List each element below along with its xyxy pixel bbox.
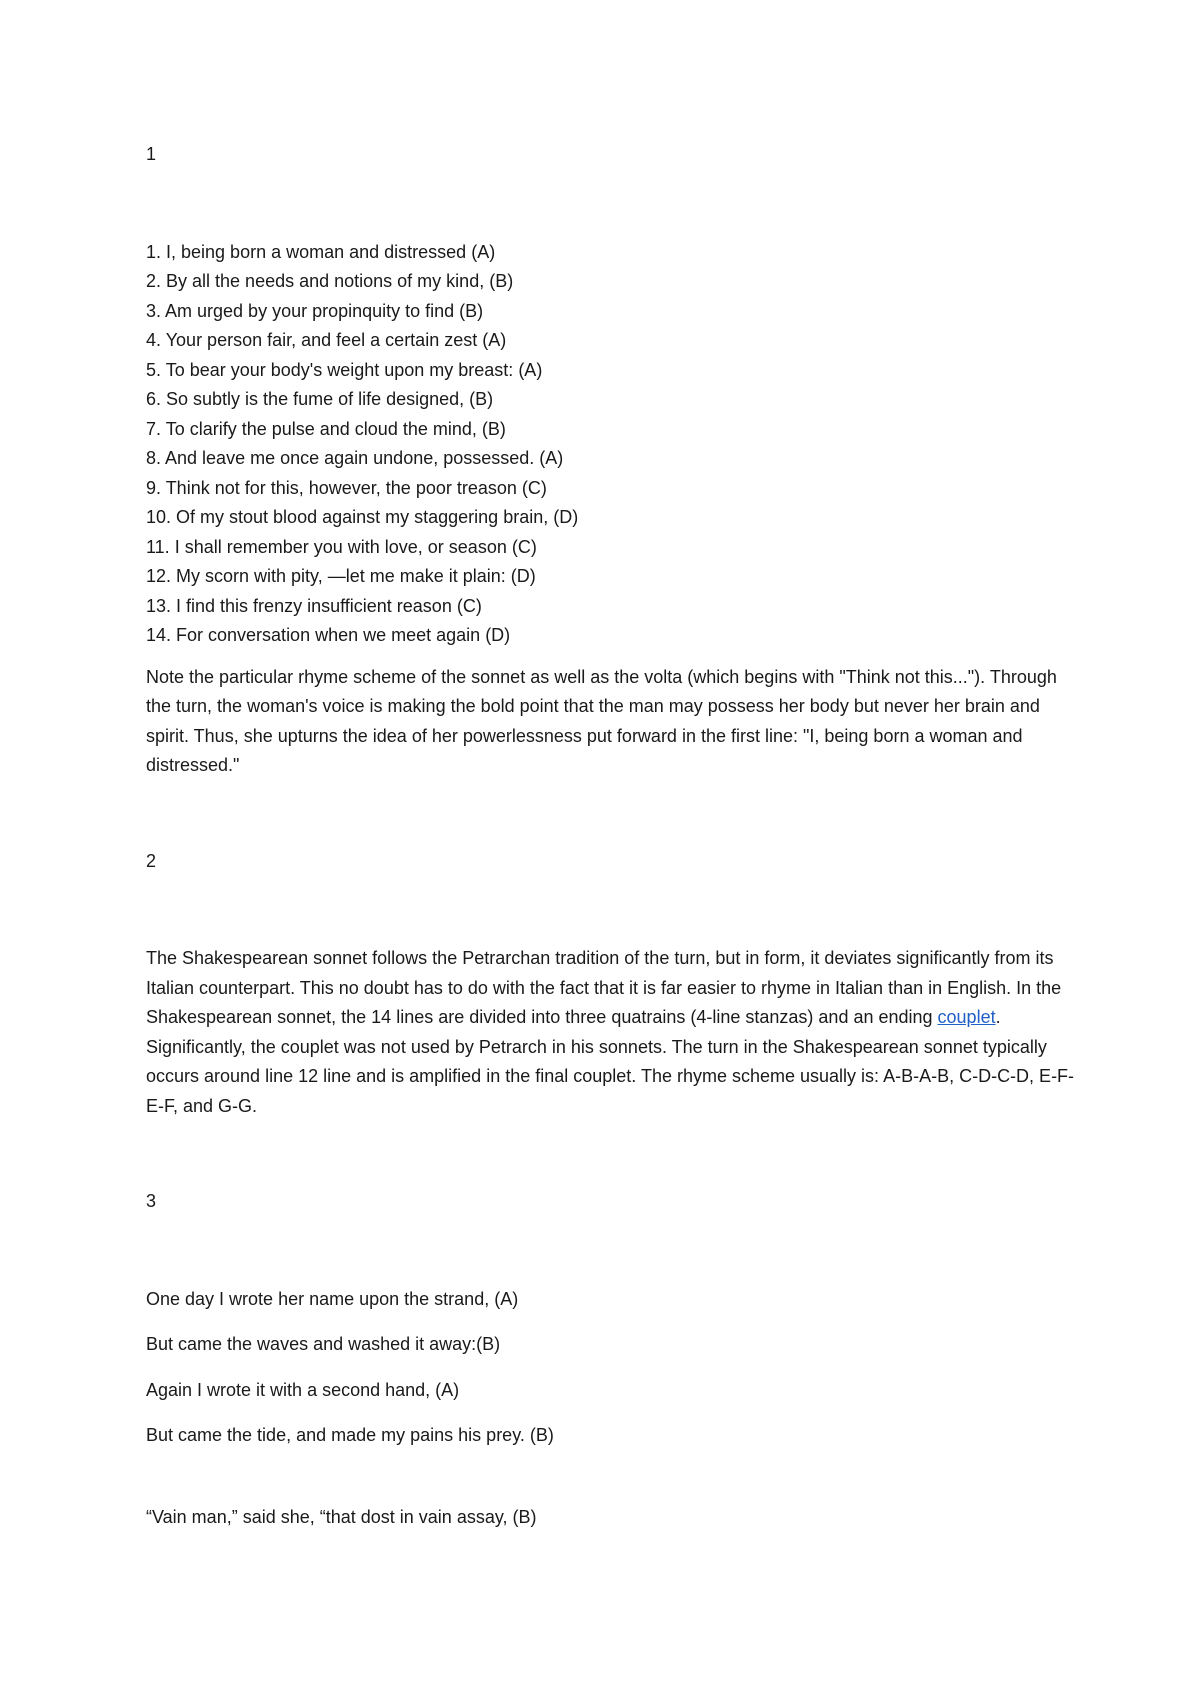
poem-line: 6. So subtly is the fume of life designed, (B) <box>146 389 494 409</box>
poem-line: But came the waves and washed it away:(B) <box>146 1334 501 1354</box>
poem-line: 9. Think not for this, however, the poor treason (C) <box>146 477 547 498</box>
analysis-paragraph: Note the particular rhyme scheme of the sonnet as well as the volta (which begins with "Think not this..."). Through the turn, the woman's voice is making the bold point that the man may possess her body but never her brain and spirit. Thus, she upturns the idea of her powerlessness put forward in the first line: "I, being born a woman and distressed." <box>146 666 1057 775</box>
shakespearean-sonnet-paragraph <box>146 944 1086 1121</box>
document-content <box>146 140 1086 1548</box>
poem-line: “Vain man,” said she, “that dost in vain assay, (B) <box>146 1506 537 1527</box>
couplet-link[interactable]: couplet <box>937 1007 996 1027</box>
poem-line: 3. Am urged by your propinquity to find (B) <box>146 300 484 321</box>
poem-line: 11. I shall remember you with love, or season (C) <box>146 536 537 557</box>
poem-line: 2. By all the needs and notions of my kind, (B) <box>146 271 514 291</box>
sonnet-lines <box>146 238 1086 651</box>
poem-line: Again I wrote it with a second hand, (A) <box>146 1379 460 1400</box>
poem-line: 7. To clarify the pulse and cloud the mind, (B) <box>146 418 506 439</box>
section-number: 1 <box>146 144 157 164</box>
poem-line: One day I wrote her name upon the strand, (A) <box>146 1288 519 1309</box>
poem-line: 5. To bear your body's weight upon my breast: (A) <box>146 359 543 380</box>
poem-line: 4. Your person fair, and feel a certain zest (A) <box>146 330 507 350</box>
poem-line: 14. For conversation when we meet again (D) <box>146 625 511 645</box>
paragraph-text: . Significantly, the couplet was not used by Petrarch in his sonnets. The turn in the Shakespearean sonnet typically occurs around line 12 line and is amplified in the final couplet. The rhyme scheme usually is: A-B-A-B, C-D-C-D, E-F-E-F, and G-G. <box>146 1007 1075 1116</box>
poem-line: 13. I find this frenzy insufficient reason (C) <box>146 595 482 616</box>
section-number: 2 <box>146 850 157 871</box>
poem-line: But came the tide, and made my pains his prey. (B) <box>146 1425 554 1445</box>
poem-line: 12. My scorn with pity, —let me make it plain: (D) <box>146 566 536 586</box>
paragraph-text: The Shakespearean sonnet follows the Petrarchan tradition of the turn, but in form, it deviates significantly from its Italian counterpart. This no doubt has to do with the fact that it is far easier to rhyme in Italian than in English. In the Shakespearean sonnet, the 14 lines are divided into three quatrains (4-line stanzas) and an ending <box>146 948 1062 1027</box>
poem-line: 8. And leave me once again undone, possessed. (A) <box>146 448 564 468</box>
poem-line: 1. I, being born a woman and distressed (A) <box>146 241 496 262</box>
section-number: 3 <box>146 1191 157 1211</box>
poem-line: 10. Of my stout blood against my staggering brain, (D) <box>146 507 579 527</box>
